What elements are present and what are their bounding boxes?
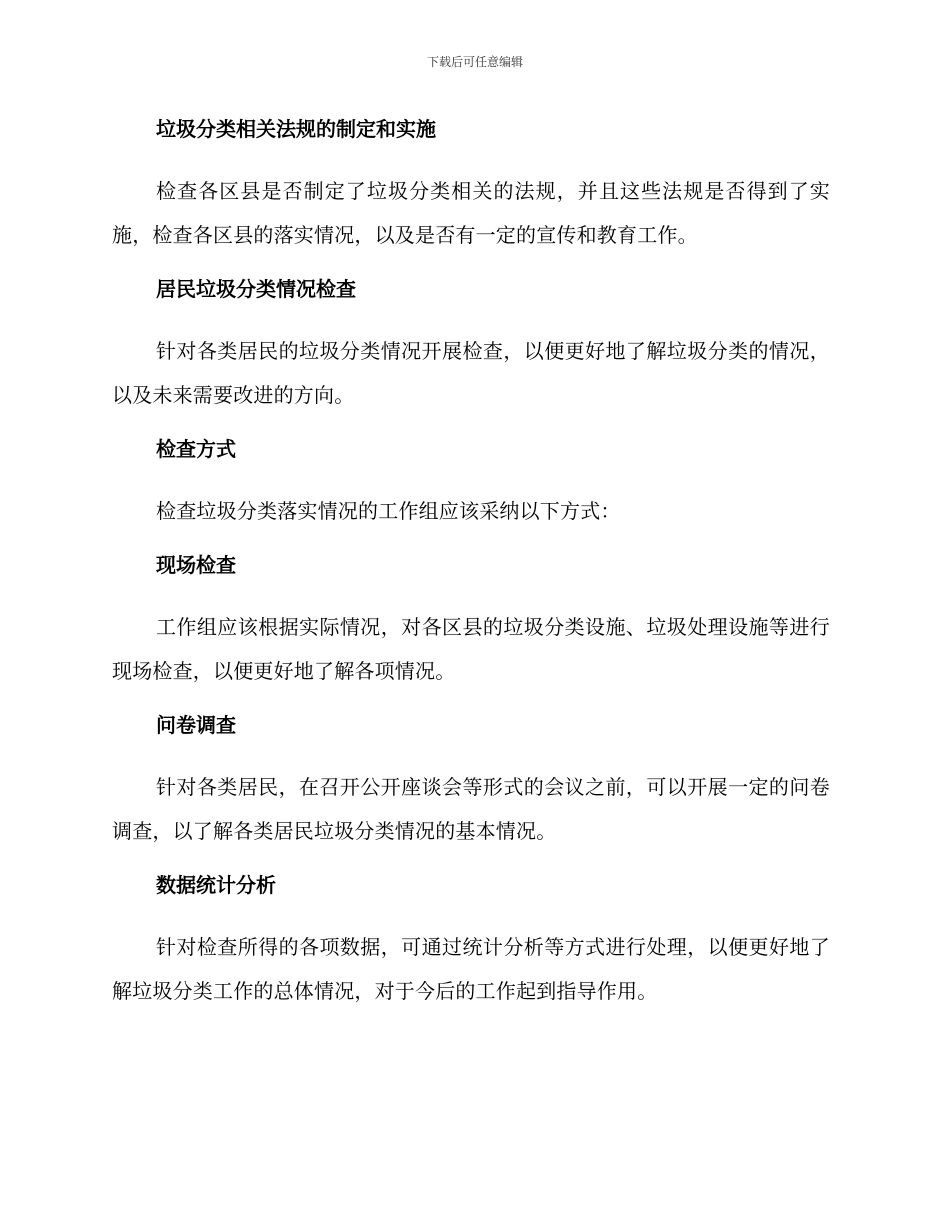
section-heading-regulations: 垃圾分类相关法规的制定和实施: [156, 117, 436, 141]
paragraph-survey: 针对各类居民，在召开公开座谈会等形式的会议之前，可以开展一定的问卷调查，以了解各类居民垃圾分类情况的基本情况。: [112, 775, 830, 843]
paragraph-onsite: 工作组应该根据实际情况，对各区县的垃圾分类设施、垃圾处理设施等进行现场检查，以便更好地了解各项情况。: [112, 615, 830, 683]
section-heading-resident-check: 居民垃圾分类情况检查: [156, 277, 356, 301]
paragraph-resident-check: 针对各类居民的垃圾分类情况开展检查，以便更好地了解垃圾分类的情况，以及未来需要改进的方向。: [112, 339, 830, 407]
paragraph-statistics: 针对检查所得的各项数据，可通过统计分析等方式进行处理，以便更好地了解垃圾分类工作的总体情况，对于今后的工作起到指导作用。: [112, 935, 830, 1003]
section-heading-methods: 检查方式: [156, 437, 236, 461]
document-body: [112, 111, 830, 1027]
section-heading-statistics: 数据统计分析: [156, 873, 276, 897]
paragraph-regulations: 检查各区县是否制定了垃圾分类相关的法规，并且这些法规是否得到了实施，检查各区县的落实情况，以及是否有一定的宣传和教育工作。: [112, 179, 830, 247]
section-heading-onsite: 现场检查: [156, 553, 236, 577]
section-heading-survey: 问卷调查: [156, 713, 236, 737]
paragraph-methods: 检查垃圾分类落实情况的工作组应该采纳以下方式：: [156, 499, 621, 523]
page-header: 下载后可任意编辑: [426, 55, 523, 69]
